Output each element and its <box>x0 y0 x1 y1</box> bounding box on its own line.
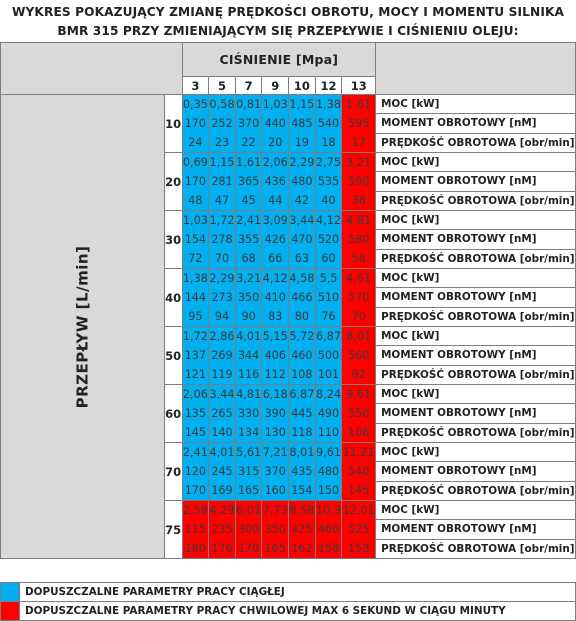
flow-value: 30 <box>164 211 182 269</box>
row-label-power: MOC [kW] <box>376 443 576 462</box>
value-power: 4,81 <box>346 214 372 227</box>
value-cell-continuous <box>235 443 262 501</box>
value-cell-continuous <box>262 211 289 269</box>
row-label-power: MOC [kW] <box>376 501 576 520</box>
value-speed: 140 <box>211 426 233 439</box>
pressure-col-header: 12 <box>315 77 342 95</box>
row-label-speed: PRĘDKOŚĆ OBROTOWA [obr/min] <box>376 133 576 152</box>
value-speed: 169 <box>211 484 233 497</box>
value-torque: 540 <box>348 465 370 478</box>
flow-value: 50 <box>164 327 182 385</box>
value-cell-continuous <box>182 269 209 327</box>
label-header-cell <box>376 43 576 95</box>
value-torque: 520 <box>317 233 340 246</box>
value-torque: 480 <box>317 465 340 478</box>
row-label-torque: MOMENT OBROTOWY [nM] <box>376 346 576 365</box>
value-torque: 269 <box>211 349 233 362</box>
value-speed: 80 <box>294 310 309 323</box>
value-torque: 315 <box>237 465 260 478</box>
value-speed: 160 <box>264 484 286 497</box>
value-torque: 540 <box>317 117 340 130</box>
value-cell-intermittent <box>342 269 376 327</box>
value-torque: 595 <box>348 117 370 130</box>
value-cell-continuous <box>209 95 236 153</box>
value-power: 6,87 <box>289 388 315 401</box>
value-power: 2,06 <box>262 156 288 169</box>
value-power: 0,69 <box>182 156 208 169</box>
value-power: 5,15 <box>262 330 288 343</box>
value-torque: 460 <box>291 349 313 362</box>
value-torque: 235 <box>211 523 233 536</box>
title-line-2: BMR 315 PRZY ZMIENIAJĄCYM SIĘ PRZEPŁYWIE I CIŚNIENIU OLEJU: <box>57 24 519 38</box>
value-cell-intermittent <box>289 501 316 559</box>
value-cell-continuous <box>315 211 342 269</box>
value-torque: 170 <box>184 117 207 130</box>
row-label-torque: MOMENT OBROTOWY [nM] <box>376 404 576 423</box>
value-cell-intermittent <box>342 443 376 501</box>
value-power: 4,01 <box>236 330 262 343</box>
value-power: 1,03 <box>262 98 288 111</box>
value-speed: 106 <box>348 426 370 439</box>
value-power: 2,41 <box>182 446 208 459</box>
value-speed: 101 <box>317 368 340 381</box>
value-cell-continuous <box>315 269 342 327</box>
value-torque: 550 <box>348 407 370 420</box>
value-power: 3,44 <box>289 214 315 227</box>
value-power: 4,29 <box>209 504 235 517</box>
value-torque: 300 <box>237 523 260 536</box>
value-cell-continuous <box>209 443 236 501</box>
value-torque: 350 <box>264 523 286 536</box>
row-label-speed: PRĘDKOŚĆ OBROTOWA [obr/min] <box>376 249 576 268</box>
value-torque: 245 <box>211 465 233 478</box>
value-cell-continuous <box>182 385 209 443</box>
value-speed: 112 <box>264 368 286 381</box>
value-power: 8,01 <box>346 330 372 343</box>
value-power: 8,24 <box>316 388 341 401</box>
value-torque: 500 <box>317 349 340 362</box>
value-cell-intermittent <box>342 95 376 153</box>
value-speed: 20 <box>268 136 283 149</box>
value-speed: 17 <box>351 136 366 149</box>
value-power: 6,18 <box>262 388 288 401</box>
row-label-power: MOC [kW] <box>376 211 576 230</box>
value-cell-intermittent <box>262 501 289 559</box>
value-power: 5,61 <box>236 446 262 459</box>
row-label-speed: PRĘDKOŚĆ OBROTOWA [obr/min] <box>376 423 576 442</box>
value-torque: 435 <box>291 465 313 478</box>
value-power: 3,09 <box>262 214 288 227</box>
value-speed: 70 <box>351 310 366 323</box>
pressure-col-header: 5 <box>209 77 236 95</box>
value-cell-continuous <box>289 443 316 501</box>
value-cell-continuous <box>209 211 236 269</box>
value-speed: 38 <box>351 194 366 207</box>
value-speed: 92 <box>351 368 366 381</box>
value-cell-intermittent <box>235 501 262 559</box>
value-power: 12,01 <box>342 504 375 517</box>
value-cell-continuous <box>262 153 289 211</box>
title-line-1: WYKRES POKAZUJĄCY ZMIANĘ PRĘDKOŚCI OBROTU, MOCY I MOMENTU SILNIKA <box>11 5 565 19</box>
value-torque: 265 <box>211 407 233 420</box>
value-power: 5,72 <box>289 330 315 343</box>
value-power: 1,61 <box>236 156 262 169</box>
value-speed: 118 <box>291 426 313 439</box>
row-label-torque: MOMENT OBROTOWY [nM] <box>376 520 576 539</box>
value-cell-continuous <box>289 211 316 269</box>
value-speed: 68 <box>241 252 256 265</box>
row-label-power: MOC [kW] <box>376 95 576 114</box>
value-torque: 281 <box>211 175 233 188</box>
legend-continuous-label: DOPUSZCZALNE PARAMETRY PRACY CIĄGŁEJ <box>20 583 576 602</box>
value-power: 1,38 <box>182 272 208 285</box>
flow-value: 20 <box>164 153 182 211</box>
flow-axis-label <box>1 95 165 559</box>
value-power: 4,61 <box>346 272 372 285</box>
value-speed: 95 <box>188 310 203 323</box>
value-speed: 70 <box>214 252 230 265</box>
pressure-col-header: 3 <box>182 77 209 95</box>
value-cell-continuous <box>289 95 316 153</box>
value-power: 4,58 <box>289 272 315 285</box>
value-power: 2,86 <box>209 330 235 343</box>
row-label-torque: MOMENT OBROTOWY [nM] <box>376 172 576 191</box>
value-power: 8,58 <box>289 504 315 517</box>
value-cell-continuous <box>289 153 316 211</box>
value-torque: 120 <box>184 465 207 478</box>
row-label-power: MOC [kW] <box>376 153 576 172</box>
value-power: 0,81 <box>236 98 262 111</box>
value-cell-continuous <box>262 327 289 385</box>
row-label-speed: PRĘDKOŚĆ OBROTOWA [obr/min] <box>376 365 576 384</box>
value-torque: 390 <box>264 407 286 420</box>
value-torque: 525 <box>348 523 370 536</box>
value-power: 11,21 <box>342 446 375 459</box>
value-speed: 110 <box>317 426 340 439</box>
value-cell-continuous <box>235 385 262 443</box>
value-power: 2,75 <box>316 156 341 169</box>
value-cell-continuous <box>289 327 316 385</box>
value-power: 4,01 <box>209 446 235 459</box>
value-power: 3,21 <box>236 272 262 285</box>
value-torque: 154 <box>184 233 207 246</box>
value-torque: 480 <box>291 175 313 188</box>
value-speed: 90 <box>241 310 256 323</box>
value-cell-continuous <box>209 385 236 443</box>
row-label-torque: MOMENT OBROTOWY [nM] <box>376 114 576 133</box>
value-power: 2,58 <box>182 504 208 517</box>
flow-value: 75 <box>164 501 182 559</box>
value-power: 1,03 <box>182 214 208 227</box>
pressure-header: CIŚNIENIE [Mpa] <box>182 43 376 77</box>
value-torque: 580 <box>348 233 370 246</box>
value-speed: 45 <box>241 194 256 207</box>
value-speed: 48 <box>188 194 203 207</box>
value-torque: 135 <box>184 407 207 420</box>
value-torque: 273 <box>211 291 233 304</box>
value-torque: 485 <box>291 117 313 130</box>
row-label-speed: PRĘDKOŚĆ OBROTOWA [obr/min] <box>376 481 576 500</box>
value-cell-continuous <box>315 443 342 501</box>
value-cell-continuous <box>235 269 262 327</box>
value-power: 9,61 <box>346 388 372 401</box>
value-speed: 47 <box>214 194 230 207</box>
value-torque: 350 <box>237 291 260 304</box>
value-speed: 66 <box>268 252 283 265</box>
value-power: 5,5 <box>319 272 338 285</box>
value-torque: 470 <box>291 233 313 246</box>
value-cell-continuous <box>235 211 262 269</box>
parameters-table <box>0 42 576 559</box>
value-torque: 170 <box>184 175 207 188</box>
value-torque: 355 <box>237 233 260 246</box>
value-cell-intermittent <box>209 501 236 559</box>
value-power: 3,21 <box>346 156 372 169</box>
value-torque: 535 <box>317 175 340 188</box>
value-speed: 153 <box>348 542 370 555</box>
value-speed: 180 <box>184 542 207 555</box>
value-cell-continuous <box>182 153 209 211</box>
value-torque: 560 <box>348 349 370 362</box>
value-speed: 158 <box>317 542 340 555</box>
value-power: 7,73 <box>262 504 288 517</box>
value-speed: 83 <box>268 310 283 323</box>
value-speed: 154 <box>291 484 313 497</box>
row-label-speed: PRĘDKOŚĆ OBROTOWA [obr/min] <box>376 539 576 558</box>
value-speed: 170 <box>237 542 260 555</box>
value-torque: 410 <box>264 291 286 304</box>
value-cell-continuous <box>315 95 342 153</box>
value-torque: 466 <box>291 291 313 304</box>
value-power: 2,06 <box>182 388 208 401</box>
flow-value: 10 <box>164 95 182 153</box>
value-speed: 134 <box>237 426 260 439</box>
value-speed: 19 <box>294 136 309 149</box>
value-speed: 165 <box>264 542 286 555</box>
value-power: 4,81 <box>236 388 262 401</box>
value-speed: 58 <box>351 252 366 265</box>
value-cell-continuous <box>182 443 209 501</box>
value-cell-continuous <box>289 269 316 327</box>
value-speed: 150 <box>317 484 340 497</box>
value-power: 1,15 <box>209 156 235 169</box>
value-torque: 344 <box>237 349 260 362</box>
row-label-torque: MOMENT OBROTOWY [nM] <box>376 230 576 249</box>
value-cell-continuous <box>235 327 262 385</box>
value-torque: 440 <box>264 117 286 130</box>
value-power: 1,72 <box>209 214 235 227</box>
value-cell-intermittent <box>342 385 376 443</box>
legend-intermittent-label: DOPUSZCZALNE PARAMETRY PRACY CHWILOWEJ MAX 6 SEKUND W CIĄGU MINUTY <box>20 602 576 621</box>
value-speed: 130 <box>264 426 286 439</box>
value-cell-continuous <box>289 385 316 443</box>
corner-cell <box>1 43 183 95</box>
value-torque: 426 <box>264 233 286 246</box>
row-label-power: MOC [kW] <box>376 385 576 404</box>
value-torque: 115 <box>184 523 207 536</box>
value-speed: 94 <box>214 310 230 323</box>
value-torque: 370 <box>237 117 260 130</box>
value-cell-continuous <box>315 153 342 211</box>
value-power: 3,44 <box>209 388 235 401</box>
flow-value: 40 <box>164 269 182 327</box>
value-speed: 116 <box>237 368 260 381</box>
value-cell-continuous <box>262 269 289 327</box>
value-cell-continuous <box>262 385 289 443</box>
value-cell-intermittent <box>315 501 342 559</box>
value-power: 6,87 <box>316 330 341 343</box>
pressure-col-header: 7 <box>235 77 262 95</box>
value-torque: 144 <box>184 291 207 304</box>
row-label-speed: PRĘDKOŚĆ OBROTOWA [obr/min] <box>376 307 576 326</box>
pressure-col-header: 10 <box>289 77 316 95</box>
value-power: 1,61 <box>346 98 372 111</box>
value-cell-continuous <box>315 385 342 443</box>
value-torque: 252 <box>211 117 233 130</box>
value-speed: 176 <box>211 542 233 555</box>
value-cell-continuous <box>209 327 236 385</box>
value-speed: 121 <box>184 368 207 381</box>
value-torque: 137 <box>184 349 207 362</box>
value-speed: 60 <box>321 252 336 265</box>
value-speed: 108 <box>291 368 313 381</box>
value-power: 4,12 <box>262 272 288 285</box>
value-speed: 40 <box>321 194 336 207</box>
value-cell-continuous <box>209 269 236 327</box>
value-speed: 18 <box>321 136 336 149</box>
value-power: 6,01 <box>236 504 262 517</box>
value-speed: 42 <box>294 194 309 207</box>
value-cell-continuous <box>262 95 289 153</box>
value-power: 1,38 <box>316 98 341 111</box>
flow-axis-label-text: PRZEPŁYW [L/min] <box>73 245 92 408</box>
value-torque: 445 <box>291 407 313 420</box>
value-cell-intermittent <box>342 153 376 211</box>
value-cell-continuous <box>182 95 209 153</box>
row-label-torque: MOMENT OBROTOWY [nM] <box>376 462 576 481</box>
value-torque: 278 <box>211 233 233 246</box>
value-speed: 24 <box>188 136 203 149</box>
value-power: 0,58 <box>209 98 235 111</box>
value-power: 9,61 <box>316 446 341 459</box>
pressure-col-header: 13 <box>342 77 376 95</box>
legend-continuous-swatch <box>1 583 20 602</box>
value-torque: 510 <box>317 291 340 304</box>
value-speed: 145 <box>348 484 370 497</box>
value-cell-continuous <box>315 327 342 385</box>
value-cell-continuous <box>182 211 209 269</box>
value-cell-intermittent <box>342 211 376 269</box>
value-power: 1,15 <box>289 98 315 111</box>
value-cell-continuous <box>235 95 262 153</box>
value-power: 1,72 <box>182 330 208 343</box>
value-speed: 76 <box>321 310 336 323</box>
page-title <box>0 0 576 42</box>
value-torque: 490 <box>317 407 340 420</box>
value-cell-continuous <box>209 153 236 211</box>
value-speed: 44 <box>268 194 283 207</box>
value-torque: 370 <box>264 465 286 478</box>
flow-value: 60 <box>164 385 182 443</box>
value-cell-intermittent <box>182 501 209 559</box>
pressure-col-header: 9 <box>262 77 289 95</box>
value-speed: 72 <box>188 252 203 265</box>
value-power: 8,01 <box>289 446 315 459</box>
value-cell-continuous <box>235 153 262 211</box>
row-label-power: MOC [kW] <box>376 327 576 346</box>
value-torque: 460 <box>317 523 340 536</box>
value-power: 2,29 <box>209 272 235 285</box>
value-speed: 23 <box>214 136 230 149</box>
value-speed: 145 <box>184 426 207 439</box>
flow-value: 70 <box>164 443 182 501</box>
value-cell-continuous <box>182 327 209 385</box>
row-label-power: MOC [kW] <box>376 269 576 288</box>
legend-intermittent-swatch <box>1 602 20 621</box>
value-torque: 570 <box>348 291 370 304</box>
value-torque: 436 <box>264 175 286 188</box>
value-cell-intermittent <box>342 327 376 385</box>
value-power: 0,35 <box>182 98 208 111</box>
row-label-torque: MOMENT OBROTOWY [nM] <box>376 288 576 307</box>
value-torque: 365 <box>237 175 260 188</box>
value-speed: 170 <box>184 484 207 497</box>
value-power: 4,12 <box>316 214 341 227</box>
value-speed: 119 <box>211 368 233 381</box>
value-power: 10,3 <box>316 504 341 517</box>
value-speed: 162 <box>291 542 313 555</box>
value-torque: 425 <box>291 523 313 536</box>
value-power: 2,41 <box>236 214 262 227</box>
value-torque: 406 <box>264 349 286 362</box>
value-speed: 165 <box>237 484 260 497</box>
row-label-speed: PRĘDKOŚĆ OBROTOWA [obr/min] <box>376 191 576 210</box>
value-cell-intermittent <box>342 501 376 559</box>
value-cell-continuous <box>262 443 289 501</box>
value-speed: 22 <box>241 136 256 149</box>
value-torque: 590 <box>348 175 370 188</box>
value-power: 7,21 <box>262 446 288 459</box>
value-torque: 330 <box>237 407 260 420</box>
legend <box>0 582 576 621</box>
value-power: 2,29 <box>289 156 315 169</box>
value-speed: 63 <box>294 252 309 265</box>
